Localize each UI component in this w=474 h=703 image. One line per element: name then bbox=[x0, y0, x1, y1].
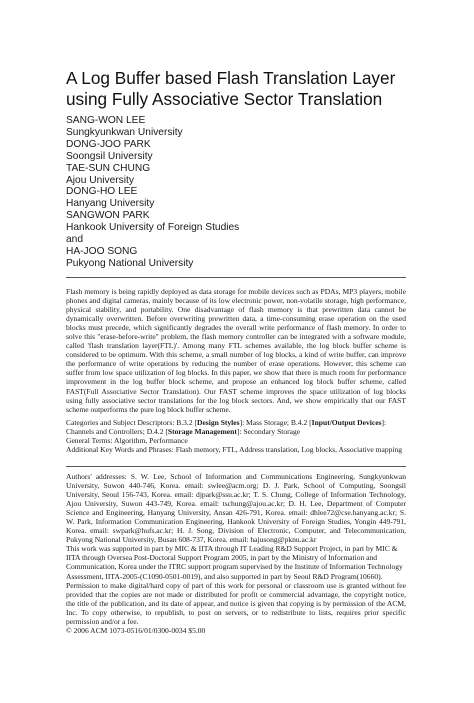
general-terms: General Terms: Algorithm, Performance bbox=[66, 436, 188, 446]
author-name: TAE-SUN CHUNG bbox=[66, 162, 151, 174]
permission-note: Permission to make digital/hard copy of part of this work for personal or classroom use is granted without fee provided that the copies are not made or distributed for profit or commercial advantage, the copyright notice, the title of the publication, and its date of appear, and notice is given that copying is by permission of the ACM, Inc. To copy otherwise, to republish, to post on servers, or to redistribute to lists, requires prior specific permission and/or a fee. bbox=[66, 580, 406, 626]
author-block bbox=[66, 115, 406, 270]
footnotes bbox=[66, 472, 406, 635]
author-affiliation: Hanyang University bbox=[66, 198, 155, 210]
abstract: Flash memory is being rapidly deployed as data storage for mobile devices such as PDAs, MP3 players, mobile phones and digital cameras, mainly because of its low electronic power, non-volatile storage, high performance, physical stability, and portability. One disadvantage of flash memory is that prewritten data cannot be dynamically overwritten. Before overwriting prewritten data, a time-consuming erase operation on the used blocks must precede, which significantly degrades the overall write performance of flash memory. In order to solve this "erase-before-write" problem, the flash memory controller can be integrated with a software module, called 'flash translation layer(FTL)'. Among many FTL schemes available, the log block buffer scheme is considered to be optimum. With this scheme, a small number of log blocks, a kind of write buffer, can improve the performance of write operations by reducing the number of erase operations. However, this scheme can suffer from low space utilization of log blocks. In this paper, we show that there is much room for performance improvement in the log buffer block scheme, and propose an enhanced log block buffer scheme, called FAST(Full Associative Sector Translation). Our FAST scheme improves the space utilization of log blocks using fully associative sector translations for the log block sectors. And, we show empirically that our FAST scheme outperforms the pure log block buffer scheme. bbox=[66, 287, 406, 414]
support-note: This work was supported in part by MIC & IITA through IT Leading R&D Support Project, in part by MIC & IITA through Oversea Post-Doctoral Support Program 2005, in part by the Ministry of Information and Communication, Korea under the ITRC support program supervised by the Institute of Information Technology Assessment, IITA-2005-(C1090-0501-0019), and also supported in part by Seoul R&D Program(10660). bbox=[66, 544, 403, 581]
author-affiliation: Soongsil University bbox=[66, 150, 153, 162]
design-styles-term: Design Styles bbox=[197, 418, 240, 427]
author-name: SANG-WON LEE bbox=[66, 115, 146, 126]
keywords: Additional Key Words and Phrases: Flash memory, FTL, Address translation, Log blocks, Associative mapping bbox=[66, 445, 403, 455]
author-name: DONG-HO LEE bbox=[66, 186, 138, 198]
divider-bottom bbox=[66, 466, 406, 467]
author-affiliation: Pukyong National University bbox=[66, 257, 194, 269]
author-affiliation: Sungkyunkwan University bbox=[66, 126, 183, 138]
copyright-line: © 2006 ACM 1073-0516/01/0300-0034 $5.00 bbox=[66, 625, 206, 635]
author-addresses: Authors' addresses: S. W. Lee, School of Information and Communications Engineering, Sungkyunkwan University, Suwon 440-746, Korea. email: swlee@acm.org; D. J. Park, School of Computing, Soongsil University, Seoul 156-743, Korea. email: djpark@ssu.ac.kr; T. S. Chung, College of Information Technology, Ajou University, Suwon 443-749, Korea. email: tschung@ajou.ac.kr; D. H. Lee, Department of Computer Science and Engineering, Hanyang University, Ansan 426-791, Korea. email: dhlee72@cse.hanyang.ac.kr; S. W. Park, Information Communication Engineering, Hankook University of Foreign Studies, Yongin 449-791, Korea. email: swpark@hufs.ac.kr; H. J. Song, Division of Electronic, Computer, and Telecommunication, Pukyong National University, Busan 608-737, Korea. email: hajusong@pknu.ac.kr bbox=[66, 472, 406, 545]
author-affiliation: Hankook University of Foreign Studies bbox=[66, 222, 240, 234]
storage-management-term: Storage Management bbox=[167, 427, 237, 437]
categories-line-1: Categories and Subject Descriptors: B.3.2 [Design Styles]: Mass Storage; B.4.2 [Input/Output Devices]: bbox=[66, 418, 387, 427]
io-devices-term: Input/Output Devices bbox=[311, 418, 382, 427]
classification-block bbox=[66, 418, 406, 454]
categories-line-2: Channels and Controllers; D.4.2 [Storage Management]: Secondary Storage bbox=[66, 427, 301, 437]
author-conjunction: and bbox=[66, 234, 83, 246]
author-name: DONG-JOO PARK bbox=[66, 138, 151, 150]
divider-top bbox=[66, 277, 406, 278]
paper-title: A Log Buffer based Flash Translation Layer using Fully Associative Sector Translation bbox=[66, 68, 396, 109]
author-name: SANGWON PARK bbox=[66, 210, 150, 222]
author-name: HA-JOO SONG bbox=[66, 245, 138, 257]
author-affiliation: Ajou University bbox=[66, 174, 134, 186]
